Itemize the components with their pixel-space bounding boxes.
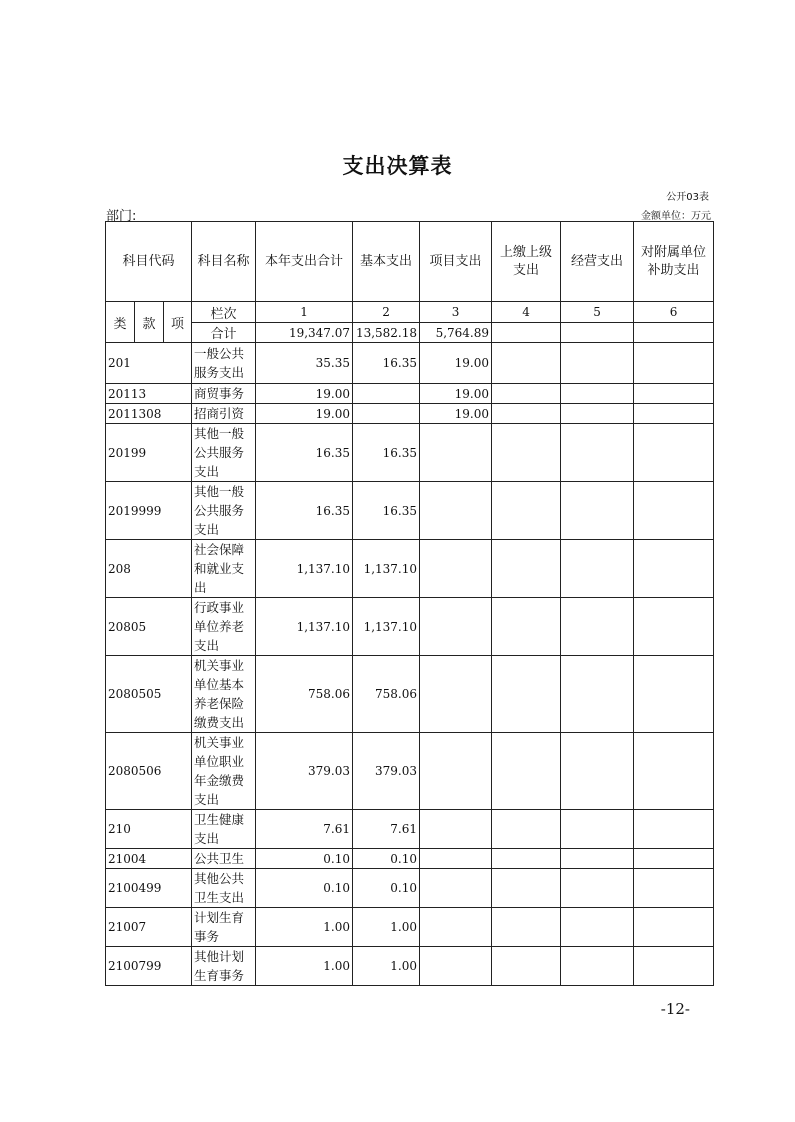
table-row bbox=[106, 598, 714, 656]
business-value bbox=[561, 404, 634, 424]
project-value bbox=[420, 424, 492, 482]
unit-label: 金额单位：万元 bbox=[641, 211, 711, 222]
column-number: 3 bbox=[420, 302, 492, 323]
upper-value bbox=[492, 849, 561, 869]
subject-code: 20805 bbox=[106, 598, 192, 656]
header-basic: 基本支出 bbox=[353, 222, 420, 302]
subject-name: 其他计划生育事务 bbox=[192, 947, 256, 986]
business-value bbox=[561, 482, 634, 540]
total-value: 0.10 bbox=[256, 849, 353, 869]
subsidiary-value bbox=[634, 404, 714, 424]
subject-name: 其他公共卫生支出 bbox=[192, 869, 256, 908]
total-value: 19.00 bbox=[256, 404, 353, 424]
subject-code: 201 bbox=[106, 343, 192, 384]
basic-value: 1,137.10 bbox=[353, 598, 420, 656]
business-value bbox=[561, 908, 634, 947]
column-number: 5 bbox=[561, 302, 634, 323]
column-number-row bbox=[106, 302, 714, 323]
basic-value: 379.03 bbox=[353, 733, 420, 810]
project-value bbox=[420, 810, 492, 849]
subject-name: 行政事业单位养老支出 bbox=[192, 598, 256, 656]
subsidiary-value bbox=[634, 384, 714, 404]
column-number: 6 bbox=[634, 302, 714, 323]
subject-name: 其他一般公共服务支出 bbox=[192, 482, 256, 540]
upper-value bbox=[492, 733, 561, 810]
subject-name: 其他一般公共服务支出 bbox=[192, 424, 256, 482]
header-upper: 上缴上级支出 bbox=[492, 222, 561, 302]
total-value: 16.35 bbox=[256, 482, 353, 540]
subject-code: 2100499 bbox=[106, 869, 192, 908]
department-label: 部门: bbox=[106, 209, 137, 224]
subsidiary-value bbox=[634, 810, 714, 849]
totals-row bbox=[106, 323, 714, 343]
basic-value: 7.61 bbox=[353, 810, 420, 849]
subsidiary-value bbox=[634, 424, 714, 482]
subject-name: 公共卫生 bbox=[192, 849, 256, 869]
upper-value bbox=[492, 656, 561, 733]
business-value bbox=[561, 656, 634, 733]
table-row bbox=[106, 869, 714, 908]
totals-subsidiary bbox=[634, 323, 714, 343]
expenditure-table bbox=[105, 221, 714, 986]
project-value bbox=[420, 540, 492, 598]
subject-name: 招商引资 bbox=[192, 404, 256, 424]
total-value: 19.00 bbox=[256, 384, 353, 404]
business-value bbox=[561, 733, 634, 810]
project-value bbox=[420, 656, 492, 733]
project-value bbox=[420, 908, 492, 947]
subject-name: 机关事业单位基本养老保险缴费支出 bbox=[192, 656, 256, 733]
basic-value: 1.00 bbox=[353, 947, 420, 986]
total-value: 7.61 bbox=[256, 810, 353, 849]
business-value bbox=[561, 384, 634, 404]
upper-value bbox=[492, 810, 561, 849]
upper-value bbox=[492, 908, 561, 947]
basic-value: 16.35 bbox=[353, 424, 420, 482]
total-value: 1,137.10 bbox=[256, 540, 353, 598]
business-value bbox=[561, 869, 634, 908]
upper-value bbox=[492, 424, 561, 482]
totals-basic: 13,582.18 bbox=[353, 323, 420, 343]
project-value: 19.00 bbox=[420, 343, 492, 384]
subject-code: 208 bbox=[106, 540, 192, 598]
basic-value bbox=[353, 384, 420, 404]
business-value bbox=[561, 810, 634, 849]
totals-project: 5,764.89 bbox=[420, 323, 492, 343]
subject-name: 社会保障和就业支出 bbox=[192, 540, 256, 598]
table-row bbox=[106, 343, 714, 384]
table-row bbox=[106, 540, 714, 598]
subject-code: 210 bbox=[106, 810, 192, 849]
subject-code: 21004 bbox=[106, 849, 192, 869]
subject-name: 一般公共服务支出 bbox=[192, 343, 256, 384]
subsidiary-value bbox=[634, 849, 714, 869]
project-value bbox=[420, 598, 492, 656]
basic-value: 1,137.10 bbox=[353, 540, 420, 598]
subsidiary-value bbox=[634, 947, 714, 986]
totals-business bbox=[561, 323, 634, 343]
business-value bbox=[561, 343, 634, 384]
upper-value bbox=[492, 869, 561, 908]
table-row bbox=[106, 404, 714, 424]
table-row bbox=[106, 849, 714, 869]
project-value bbox=[420, 869, 492, 908]
project-value bbox=[420, 733, 492, 810]
subject-name: 计划生育事务 bbox=[192, 908, 256, 947]
total-value: 0.10 bbox=[256, 869, 353, 908]
total-value: 758.06 bbox=[256, 656, 353, 733]
subject-code: 20113 bbox=[106, 384, 192, 404]
total-value: 379.03 bbox=[256, 733, 353, 810]
basic-value: 0.10 bbox=[353, 849, 420, 869]
header-row bbox=[106, 222, 714, 302]
basic-value: 758.06 bbox=[353, 656, 420, 733]
column-number: 4 bbox=[492, 302, 561, 323]
column-number: 1 bbox=[256, 302, 353, 323]
upper-value bbox=[492, 404, 561, 424]
upper-value bbox=[492, 482, 561, 540]
sub-header-kuan: 款 bbox=[135, 302, 164, 343]
upper-value bbox=[492, 384, 561, 404]
upper-value bbox=[492, 947, 561, 986]
business-value bbox=[561, 540, 634, 598]
totals-label: 合计 bbox=[192, 323, 256, 343]
total-value: 16.35 bbox=[256, 424, 353, 482]
total-value: 1,137.10 bbox=[256, 598, 353, 656]
basic-value: 16.35 bbox=[353, 343, 420, 384]
subsidiary-value bbox=[634, 656, 714, 733]
column-number: 2 bbox=[353, 302, 420, 323]
basic-value bbox=[353, 404, 420, 424]
basic-value: 0.10 bbox=[353, 869, 420, 908]
total-value: 1.00 bbox=[256, 908, 353, 947]
subsidiary-value bbox=[634, 869, 714, 908]
subject-code: 20199 bbox=[106, 424, 192, 482]
basic-value: 1.00 bbox=[353, 908, 420, 947]
subject-code: 2080506 bbox=[106, 733, 192, 810]
totals-total: 19,347.07 bbox=[256, 323, 353, 343]
subject-name: 商贸事务 bbox=[192, 384, 256, 404]
subject-name: 机关事业单位职业年金缴费支出 bbox=[192, 733, 256, 810]
table-row bbox=[106, 733, 714, 810]
header-subject-name: 科目名称 bbox=[192, 222, 256, 302]
subsidiary-value bbox=[634, 908, 714, 947]
business-value bbox=[561, 598, 634, 656]
subject-name: 卫生健康支出 bbox=[192, 810, 256, 849]
header-subsidiary: 对附属单位补助支出 bbox=[634, 222, 714, 302]
header-business: 经营支出 bbox=[561, 222, 634, 302]
header-subject-code: 科目代码 bbox=[106, 222, 192, 302]
subsidiary-value bbox=[634, 540, 714, 598]
page-title: 支出决算表 bbox=[342, 154, 453, 178]
project-value bbox=[420, 947, 492, 986]
upper-value bbox=[492, 540, 561, 598]
project-value: 19.00 bbox=[420, 384, 492, 404]
business-value bbox=[561, 424, 634, 482]
subject-code: 21007 bbox=[106, 908, 192, 947]
basic-value: 16.35 bbox=[353, 482, 420, 540]
table-row bbox=[106, 947, 714, 986]
table-row bbox=[106, 482, 714, 540]
subject-code: 2100799 bbox=[106, 947, 192, 986]
subsidiary-value bbox=[634, 598, 714, 656]
subsidiary-value bbox=[634, 733, 714, 810]
subject-code: 2080505 bbox=[106, 656, 192, 733]
totals-upper bbox=[492, 323, 561, 343]
subsidiary-value bbox=[634, 482, 714, 540]
table-row bbox=[106, 908, 714, 947]
subsidiary-value bbox=[634, 343, 714, 384]
total-value: 1.00 bbox=[256, 947, 353, 986]
table-row bbox=[106, 424, 714, 482]
upper-value bbox=[492, 343, 561, 384]
business-value bbox=[561, 947, 634, 986]
project-value: 19.00 bbox=[420, 404, 492, 424]
total-value: 35.35 bbox=[256, 343, 353, 384]
project-value bbox=[420, 482, 492, 540]
subject-code: 2011308 bbox=[106, 404, 192, 424]
upper-value bbox=[492, 598, 561, 656]
header-project: 项目支出 bbox=[420, 222, 492, 302]
page-number: -12- bbox=[660, 1000, 690, 1018]
form-number: 公开03表 bbox=[666, 192, 709, 203]
project-value bbox=[420, 849, 492, 869]
table-row bbox=[106, 384, 714, 404]
sub-header-lei: 类 bbox=[106, 302, 135, 343]
column-label: 栏次 bbox=[192, 302, 256, 323]
header-total: 本年支出合计 bbox=[256, 222, 353, 302]
sub-header-xiang: 项 bbox=[164, 302, 192, 343]
table-row bbox=[106, 810, 714, 849]
subject-code: 2019999 bbox=[106, 482, 192, 540]
table-row bbox=[106, 656, 714, 733]
business-value bbox=[561, 849, 634, 869]
